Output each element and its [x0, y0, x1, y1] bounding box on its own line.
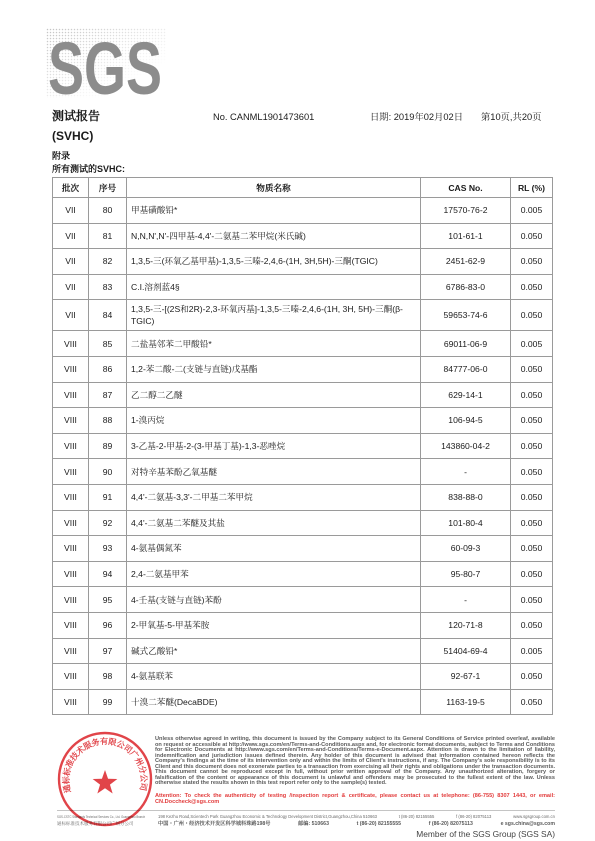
authenticity-notice: Attention: To check the authenticity of testing /inspection report & certificate, please contact us at telephone: (86-755) 8307 1443, or email: CN.Doccheck@sgs.com [155, 793, 555, 805]
address-postcode: 邮编: 510663 [298, 821, 329, 827]
table-row [53, 331, 553, 357]
substance-name-cell: 1,3,5-三-[(2S和2R)-2,3-环氧丙基]-1,3,5-三嗪-2,4,6-(1H, 3H, 5H)-三酮(β-TGIC) [127, 300, 421, 331]
substance-name-cell: 4-氨基联苯 [127, 664, 421, 690]
substance-name-cell: N,N,N',N'-四甲基-4,4'-二氨基二苯甲烷(米氏碱) [127, 223, 421, 249]
report-title: 测试报告 [52, 109, 101, 123]
cas-number-cell: 59653-74-6 [421, 300, 511, 331]
reporting-limit-cell: 0.005 [511, 198, 553, 224]
reporting-limit-cell: 0.050 [511, 382, 553, 408]
table-row [53, 587, 553, 613]
report-date: 日期: 2019年02月02日 [370, 112, 464, 122]
seal-ring-text: 通标标准技术服务有限公司广州分公司 [60, 736, 150, 794]
number-cell: 97 [89, 638, 127, 664]
table-header-row [53, 178, 553, 198]
cas-number-cell: 143860-04-2 [421, 433, 511, 459]
batch-cell: VIII [53, 689, 89, 715]
substance-name-cell: 碱式乙酸铅* [127, 638, 421, 664]
table-row [53, 638, 553, 664]
reporting-limit-cell: 0.050 [511, 484, 553, 510]
reporting-limit-cell: 0.050 [511, 356, 553, 382]
reporting-limit-cell: 0.050 [511, 612, 553, 638]
address-street: 中国・广州・经济技术开发区科学城科珠路198号 [158, 821, 271, 827]
batch-cell: VIII [53, 664, 89, 690]
page-number: 第10页,共20页 [481, 112, 542, 122]
reporting-limit-cell: 0.050 [511, 689, 553, 715]
cas-number-cell: 69011-06-9 [421, 331, 511, 357]
address-telephone: t (86-20) 82155555 [356, 821, 402, 827]
column-header-reporting-limit: RL (%) [511, 178, 553, 198]
batch-cell: VIII [53, 638, 89, 664]
number-cell: 94 [89, 561, 127, 587]
reporting-limit-cell: 0.050 [511, 587, 553, 613]
table-row [53, 536, 553, 562]
batch-cell: VII [53, 300, 89, 331]
cas-number-cell: 92-67-1 [421, 664, 511, 690]
reporting-limit-cell: 0.050 [511, 459, 553, 485]
number-cell: 95 [89, 587, 127, 613]
batch-cell: VIII [53, 612, 89, 638]
cas-number-cell: 106-94-5 [421, 408, 511, 434]
reporting-limit-cell: 0.050 [511, 300, 553, 331]
number-cell: 91 [89, 484, 127, 510]
svhc-table-body [53, 198, 553, 715]
table-row [53, 198, 553, 224]
cas-number-cell: - [421, 459, 511, 485]
batch-cell: VIII [53, 536, 89, 562]
substance-name-cell: 乙二醇二乙醚 [127, 382, 421, 408]
table-row [53, 408, 553, 434]
company-seal [55, 729, 155, 829]
batch-cell: VIII [53, 331, 89, 357]
seal-star-icon [93, 770, 118, 794]
number-cell: 86 [89, 356, 127, 382]
number-cell: 89 [89, 433, 127, 459]
reporting-limit-cell: 0.050 [511, 433, 553, 459]
batch-cell: VIII [53, 382, 89, 408]
reporting-limit-cell: 0.050 [511, 536, 553, 562]
section-heading: 所有测试的SVHC: [52, 164, 126, 174]
reporting-limit-cell: 0.005 [511, 331, 553, 357]
number-cell: 92 [89, 510, 127, 536]
reporting-limit-cell: 0.050 [511, 664, 553, 690]
substance-name-cell: 1,3,5-三(环氧乙基甲基)-1,3,5-三嗪-2,4,6-(1H, 3H,5H)-三酮(TGIC) [127, 249, 421, 275]
cas-number-cell: 95-80-7 [421, 561, 511, 587]
legal-disclaimer: Unless otherwise agreed in writing, this document is issued by the Company subject to its General Conditions of Service printed overleaf, available on request or accessible at http://www.sgs.com/en/Terms-and-Conditions.aspx and, for electronic format documents, subject to Terms and Conditions for Electronic Documents at http://www.sgs.com/en/Terms-and-Conditions/Terms-e-Document.aspx. Attention is drawn to the limitation of liability, indemnification and jurisdiction issues defined therein. Any holder of this document is advised that information contained hereon reflects the Company's findings at the time of its intervention only and within the limits of Client's instructions, if any. The Company's sole responsibility is to its Client and this document does not exonerate parties to a transaction from exercising all their rights and obligations under the transaction documents. This document cannot be reproduced except in full, without prior written approval of the Company. Any unauthorized alteration, forgery or falsification of the content or appearance of this document is unlawful and offenders may be prosecuted to the fullest extent of the law. Unless otherwise stated the results shown in this test report refer only to the sample(s) tested. [155, 736, 555, 787]
number-cell: 96 [89, 612, 127, 638]
company-name-chinese: 通标标准技术服务有限公司广州分公司 [57, 821, 134, 826]
report-number: No. CANML1901473601 [213, 112, 315, 122]
substance-name-cell: 二盐基邻苯二甲酸铅* [127, 331, 421, 357]
company-name-english: SGS-CSTC Standards Technical Services Co., Ltd. Guangzhou Branch [57, 814, 146, 819]
substance-name-cell: 2-甲氧基-5-甲基苯胺 [127, 612, 421, 638]
reporting-limit-cell: 0.050 [511, 249, 553, 275]
table-row [53, 274, 553, 300]
table-row [53, 689, 553, 715]
column-header-cas-number: CAS No. [421, 178, 511, 198]
number-cell: 81 [89, 223, 127, 249]
cas-number-cell: 120-71-8 [421, 612, 511, 638]
batch-cell: VIII [53, 587, 89, 613]
substance-name-cell: 4,4'-二氨基-3,3'-二甲基二苯甲烷 [127, 484, 421, 510]
cas-number-cell: 1163-19-5 [421, 689, 511, 715]
table-row [53, 664, 553, 690]
batch-cell: VIII [53, 561, 89, 587]
logo-text: SGS [48, 27, 162, 110]
substance-name-cell: 4,4'-二氨基二苯醚及其盐 [127, 510, 421, 536]
cas-number-cell: 6786-83-0 [421, 274, 511, 300]
substance-name-cell: 3-乙基-2-甲基-2-(3-甲基丁基)-1,3-恶唑烷 [127, 433, 421, 459]
substance-name-cell: 1,2-苯二酸-二(支链与直链)戊基酯 [127, 356, 421, 382]
table-row [53, 459, 553, 485]
table-row [53, 300, 553, 331]
address-fax: f (86-20) 82075113 [428, 821, 473, 827]
address-website: www.sgsgroup.com.cn [513, 814, 555, 819]
cas-number-cell: 17570-76-2 [421, 198, 511, 224]
column-header-number: 序号 [89, 178, 127, 198]
substance-name-cell: 甲基磺酸铅* [127, 198, 421, 224]
table-row [53, 356, 553, 382]
table-row [53, 433, 553, 459]
batch-cell: VIII [53, 484, 89, 510]
batch-cell: VII [53, 274, 89, 300]
number-cell: 88 [89, 408, 127, 434]
batch-cell: VIII [53, 356, 89, 382]
cas-number-cell: 51404-69-4 [421, 638, 511, 664]
table-row [53, 612, 553, 638]
reporting-limit-cell: 0.050 [511, 561, 553, 587]
substance-name-cell: C.I.溶剂蓝4§ [127, 274, 421, 300]
batch-cell: VII [53, 223, 89, 249]
sgs-logo [46, 27, 166, 110]
sgs-group-membership: Member of the SGS Group (SGS SA) [416, 829, 555, 839]
table-row [53, 510, 553, 536]
number-cell: 85 [89, 331, 127, 357]
address-street: 198 Kezhu Road,Scientech Park Guangzhou Economic & Technology Development District,Guangzhou,China 510663 [158, 814, 377, 819]
number-cell: 99 [89, 689, 127, 715]
address-english [158, 814, 555, 820]
number-cell: 87 [89, 382, 127, 408]
number-cell: 83 [89, 274, 127, 300]
batch-cell: VIII [53, 510, 89, 536]
address-chinese [158, 821, 555, 828]
cas-number-cell: 838-88-0 [421, 484, 511, 510]
reporting-limit-cell: 0.005 [511, 638, 553, 664]
reporting-limit-cell: 0.050 [511, 223, 553, 249]
table-row [53, 561, 553, 587]
substance-name-cell: 十溴二苯醚(DecaBDE) [127, 689, 421, 715]
substance-name-cell: 1-溴丙烷 [127, 408, 421, 434]
cas-number-cell: 101-80-4 [421, 510, 511, 536]
reporting-limit-cell: 0.050 [511, 274, 553, 300]
cas-number-cell: 101-61-1 [421, 223, 511, 249]
cas-number-cell: 84777-06-0 [421, 356, 511, 382]
batch-cell: VIII [53, 408, 89, 434]
batch-cell: VII [53, 249, 89, 275]
address-fax: f (86-20) 82075113 [456, 814, 492, 819]
number-cell: 93 [89, 536, 127, 562]
substance-name-cell: 对特辛基苯酚乙氧基醚 [127, 459, 421, 485]
substance-name-cell: 4-壬基(支链与直链)苯酚 [127, 587, 421, 613]
table-row [53, 382, 553, 408]
batch-cell: VIII [53, 433, 89, 459]
reporting-limit-cell: 0.050 [511, 408, 553, 434]
svhc-table [52, 177, 553, 715]
cas-number-cell: - [421, 587, 511, 613]
substance-name-cell: 4-氨基偶氮苯 [127, 536, 421, 562]
number-cell: 80 [89, 198, 127, 224]
report-subtitle: (SVHC) [52, 129, 94, 143]
number-cell: 90 [89, 459, 127, 485]
cas-number-cell: 2451-62-9 [421, 249, 511, 275]
number-cell: 98 [89, 664, 127, 690]
cas-number-cell: 60-09-3 [421, 536, 511, 562]
batch-cell: VIII [53, 459, 89, 485]
batch-cell: VII [53, 198, 89, 224]
address-email: e sgs.china@sgs.com [500, 821, 555, 827]
table-row [53, 484, 553, 510]
column-header-substance-name: 物质名称 [127, 178, 421, 198]
reporting-limit-cell: 0.050 [511, 510, 553, 536]
number-cell: 84 [89, 300, 127, 331]
table-row [53, 223, 553, 249]
column-header-batch: 批次 [53, 178, 89, 198]
table-row [53, 249, 553, 275]
number-cell: 82 [89, 249, 127, 275]
address-telephone: t (86-20) 82155555 [398, 814, 435, 819]
substance-name-cell: 2,4-二氨基甲苯 [127, 561, 421, 587]
appendix-heading: 附录 [52, 151, 71, 161]
cas-number-cell: 629-14-1 [421, 382, 511, 408]
